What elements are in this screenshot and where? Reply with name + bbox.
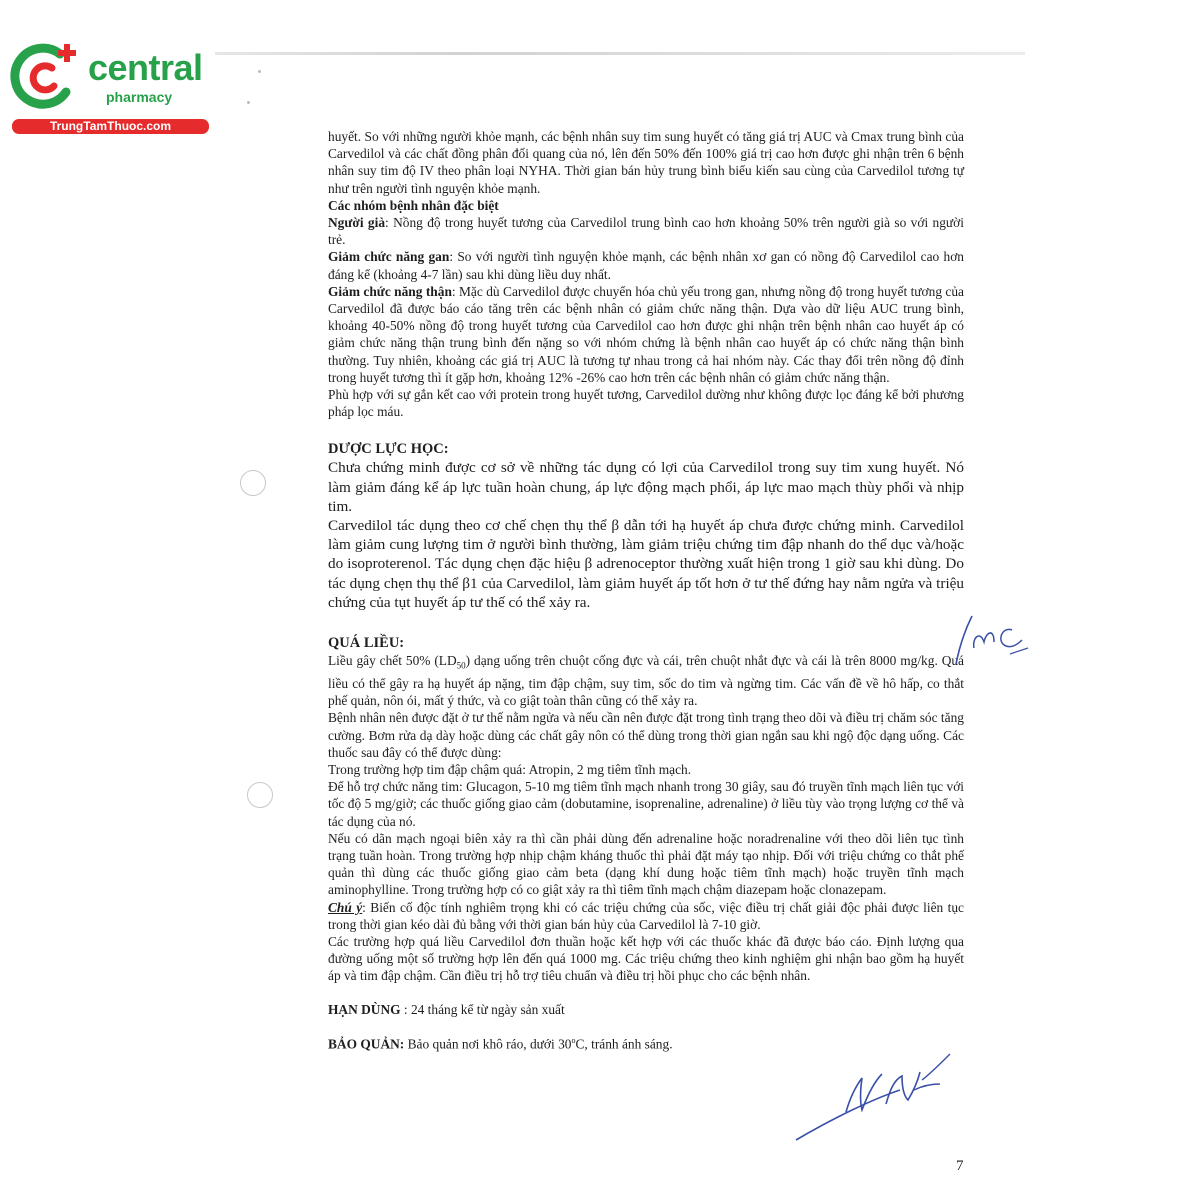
logo-site-badge: TrungTamThuoc.com	[12, 119, 209, 134]
pharmacodynamics-paragraph-2: Carvedilol tác dụng theo cơ chế chẹn thụ thể β dẫn tới hạ huyết áp chưa được chứng minh. Carvedilol làm giảm cung lượng tim ở người bình thường, làm giảm triệu chứng tim đập nhanh do thể dục và/hoặc do isoproterenol. Tác dụng chẹn đặc hiệu β adrenoceptor thường xuất hiện trong 1 giờ sau khi dùng. Do tác dụng chẹn thụ thể β1 của Carvedilol, làm giảm huyết áp tốt hơn ở tư thế đứng hay nằm ngửa và triệu chứng của tụt huyết áp tư thế có thể xảy ra.	[328, 517, 964, 611]
storage-text-before: Bảo quản nơi khô ráo, dưới 30	[404, 1036, 572, 1052]
liver-label: Giảm chức năng gan	[328, 249, 450, 265]
overdose-paragraph-4: Để hỗ trợ chức năng tim: Glucagon, 5-10 mg tiêm tĩnh mạch nhanh trong 30 giây, sau đó truyền tĩnh mạch liên tục với tốc độ 5 mg/giờ; các thuốc giống giao cảm (dobutamine, isoprenaline, adrenaline) ở liều tùy vào trọng lượng cơ thể và tác dụng của nó.	[328, 779, 964, 829]
storage-text-after: C, tránh ánh sáng.	[575, 1036, 673, 1052]
kidney-text: : Mặc dù Carvedilol được chuyển hóa chủ yếu trong gan, nhưng nồng độ trong huyết tương của Carvedilol đã được báo cáo tăng trên các bệnh nhân có giảm chức năng thận. Dựa vào dữ liệu AUC trung bình, khoảng 40-50% nồng độ trong huyết tương của Carvedilol cao hơn được ghi nhận trên bệnh nhân cao huyết áp có giảm chức năng thận trung bình đến nặng so với nhóm chứng là bệnh nhân cao huyết áp có chức năng thận bình thường. Tuy nhiên, khoảng các giá trị AUC là tương tự nhau trong cả hai nhóm này. Các thay đổi trên nồng độ đỉnh trong huyết tương thì ít gặp hơn, khoảng 12% -26% cao hơn trên các bệnh nhân có giảm chức năng thận.	[328, 283, 965, 385]
logo-subtitle: pharmacy	[106, 89, 173, 105]
punch-hole	[247, 782, 273, 808]
note-text: : Biến cố độc tính nghiêm trọng khi có các triệu chứng của sốc, việc điều trị chất giải độc phải được liên tục trong thời gian kéo dài đủ bằng với thời gian bán hủy của Carvedilol là 7-10 giờ.	[328, 899, 965, 932]
storage-label: BẢO QUẢN:	[328, 1036, 405, 1052]
overdose-paragraph-2: Bệnh nhân nên được đặt ở tư thế nằm ngửa và nếu cần nên được đặt trong tình trạng theo dõi và điều trị chăm sóc tăng cường. Bơm rửa dạ dày hoặc dùng các chất gây nôn có thể dùng trong thời gian ngắn sau khi ngộ độc dạng uống. Các thuốc sau đây có thể được dùng:	[328, 710, 964, 760]
logo-brand-name: central	[88, 47, 203, 88]
page-number: 7	[956, 1158, 964, 1174]
special-groups-heading: Các nhóm bệnh nhân đặc biệt	[328, 197, 499, 213]
shelf-life-label: HẠN DÙNG	[328, 1001, 401, 1017]
overdose-note-paragraph	[328, 899, 964, 933]
overdose-paragraph-1	[328, 652, 964, 709]
liver-text: : So với người tình nguyện khỏe mạnh, các bệnh nhân xơ gan có nồng độ Carvedilol cao hơn đáng kể (khoảng 4-7 lần) sau khi dùng liều duy nhất.	[328, 249, 964, 282]
protein-binding-paragraph: Phù hợp với sự gắn kết cao với protein trong huyết tương, Carvedilol dường như không được lọc đáng kể bởi phương pháp lọc máu.	[328, 387, 964, 420]
note-label: Chú ý	[328, 899, 363, 915]
overdose-paragraph-5: Nếu có dãn mạch ngoại biên xảy ra thì cần phải dùng đến adrenaline hoặc noradrenaline với theo dõi liên tục tình trạng tuần hoàn. Trong trường hợp nhịp chậm kháng thuốc thì phải đặt máy tạo nhịp. Đối với triệu chứng co thắt phế quản thì dùng các thuốc giống giao cảm beta (dạng khí dung hoặc tiêm tĩnh mạch) hoặc truyền tĩnh mạch aminophylline. Trong trường hợp có co giật xảy ra thì tiêm tĩnh mạch chậm diazepam hoặc clonazepam.	[328, 830, 964, 898]
initials-signature	[950, 608, 1030, 668]
degree-sup: o	[571, 1035, 576, 1045]
elderly-text: : Nồng độ trong huyết tương của Carvedilol trung bình cao hơn khoảng 50% trên người già so với người trẻ.	[328, 215, 964, 248]
ld50-subscript: 50	[456, 660, 466, 671]
handwritten-signature	[790, 1050, 970, 1150]
liver-paragraph	[328, 248, 964, 282]
shelf-life-text: : 24 tháng kể từ ngày sản xuất	[400, 1001, 565, 1017]
scan-speck	[247, 101, 250, 104]
scan-speck	[258, 70, 261, 73]
pharmacodynamics-paragraph-1: Chưa chứng minh được cơ sở về những tác dụng có lợi của Carvedilol trong suy tim xung huyết. Nó làm giảm đáng kể áp lực tuần hoàn chung, áp lực động mạch phổi, áp lực mao mạch thùy phổi và nhịp tim.	[328, 459, 964, 515]
ld50-text-after: ) dạng uống trên chuột cống đực và cái, trên chuột nhắt đực và cái là trên 8000 mg/kg. Quá liều có thể gây ra hạ huyết áp nặng, tim đập chậm, suy tim, sốc do tim và ngừng tim. Các vấn đề về hô hấp, co thắt phế quản, nôn ói, mất ý thức, và co giật toàn thân cũng có thể xảy ra.	[328, 653, 965, 709]
overdose-paragraph-6: Các trường hợp quá liều Carvedilol đơn thuần hoặc kết hợp với các thuốc khác đã được báo cáo. Định lượng qua đường uống một số trường hợp lên đến quá 1000 mg. Các triệu chứng theo kinh nghiệm ghi nhận bao gồm hạ huyết áp và tim đập chậm. Cần điều trị hỗ trợ tiêu chuẩn và điều trị hồi phục cho các bệnh nhân.	[328, 934, 964, 984]
document-body	[328, 128, 964, 1052]
ld50-text-before: Liều gây chết 50% (LD	[328, 653, 457, 669]
pharmacy-cross-c-icon	[8, 36, 88, 116]
kidney-label: Giảm chức năng thận	[328, 283, 452, 299]
punch-hole	[240, 470, 266, 496]
pharmacodynamics-heading: DƯỢC LỰC HỌC:	[328, 441, 449, 458]
shelf-life-line	[328, 1001, 964, 1018]
overdose-heading: QUÁ LIỀU:	[328, 635, 405, 652]
overdose-paragraph-3: Trong trường hợp tim đập chậm quá: Atropin, 2 mg tiêm tĩnh mạch.	[328, 761, 692, 777]
elderly-label: Người già	[328, 215, 386, 231]
scan-edge-line	[215, 52, 1025, 55]
elderly-paragraph	[328, 214, 964, 248]
pk-intro-paragraph: huyết. So với những người khỏe mạnh, các bệnh nhân suy tim sung huyết có tăng giá trị AUC và Cmax trung bình của Carvedilol và các chất đồng phân đối quang của nó, lên đến 50% đến 100% giá trị cao hơn được ghi nhận trên 6 bệnh nhân suy tim độ IV theo phân loại NYHA. Thời gian bán hủy trung bình biểu kiến sau cùng của Carvedilol tương tự như trên người tình nguyện khỏe mạnh.	[328, 129, 964, 196]
kidney-paragraph	[328, 283, 964, 386]
